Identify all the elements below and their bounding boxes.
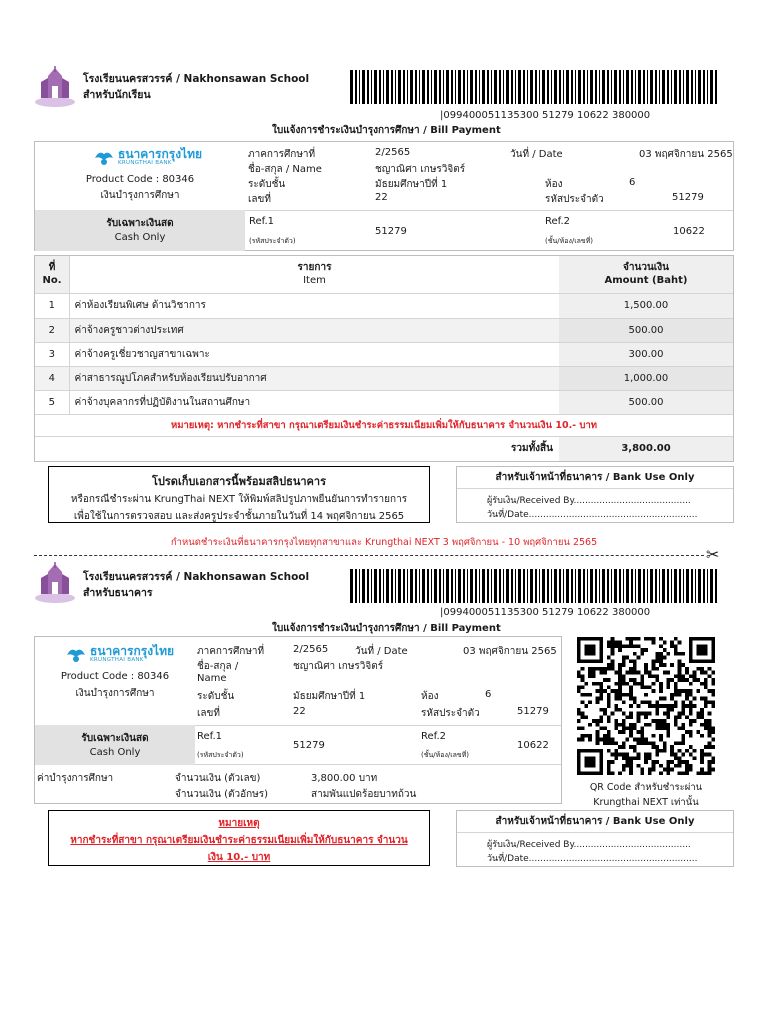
bank-use-box-2: [456, 810, 734, 867]
bill-header: [34, 141, 734, 251]
bank-use-title-2: สำหรับเจ้าหน้าที่ธนาคาร / Bank Use Only: [457, 811, 733, 833]
date-label: วันที่ / Date: [510, 149, 563, 160]
bank-panel-2: [35, 637, 195, 725]
col-amount-th: จำนวนเงิน: [623, 262, 669, 273]
product-code-2: Product Code : 80346: [60, 671, 170, 682]
col-no-th: ที่: [48, 262, 56, 273]
krungthai-bird-icon: [65, 645, 87, 663]
room-label: ห้อง: [545, 179, 563, 190]
cash-only-en: Cash Only: [114, 232, 166, 243]
sid-label: รหัสประจำตัว: [545, 194, 604, 205]
bank-panel: [35, 142, 245, 210]
bank-name-en-2: KRUNGTHAI BANK: [90, 657, 144, 663]
items-body: [35, 294, 733, 415]
ref2-value: 10622: [673, 226, 705, 237]
bank-use-title: สำหรับเจ้าหน้าที่ธนาคาร / Bank Use Only: [457, 467, 733, 489]
items-table: [34, 255, 734, 462]
bank-use-received-2: ผู้รับเงิน/Received By.........................................: [487, 840, 691, 850]
cut-line: [34, 555, 704, 556]
table-row: [35, 366, 733, 390]
deadline-text: กำหนดชำระเงินที่ธนาคารกรุงไทยทุกสาขาและ Krungthai NEXT 3 พฤศจิกายน - 10 พฤศจิกายน 2565: [170, 537, 598, 548]
ref2-label-2: Ref.2: [421, 731, 446, 742]
bank-use-box: [456, 466, 734, 523]
room-value-2: 6: [485, 689, 492, 700]
scissors-icon: ✂: [706, 545, 720, 564]
date-value: 03 พฤศจิกายน 2565: [639, 149, 733, 160]
cash-only-th-2: รับเฉพาะเงินสด: [81, 733, 149, 744]
no-value: 22: [375, 192, 388, 203]
cash-only-panel-2: [35, 725, 195, 765]
name-value-2: ชญาณิศา เกษรวิจิตร์: [293, 661, 384, 672]
note-title: หมายเหตุ: [218, 818, 260, 829]
ref2-value-2: 10622: [517, 740, 549, 751]
sid-label-2: รหัสประจำตัว: [421, 708, 480, 719]
bank-name-th-2: ธนาคารกรุงไทย: [90, 644, 175, 658]
refs-row: [245, 210, 733, 251]
amt-txt-label: จำนวนเงิน (ตัวอักษร): [175, 789, 269, 800]
term-value-2: 2/2565: [293, 644, 329, 655]
room-label-2: ห้อง: [421, 691, 439, 702]
sid-value: 51279: [672, 192, 704, 203]
name-value: ชญาณิศา เกษรวิจิตร์: [375, 164, 466, 175]
ref2-sub: (ชั้น/ห้อง/เลขที่): [545, 237, 594, 245]
school-name-bank: โรงเรียนนครสวรรค์ / Nakhonsawan School: [83, 571, 310, 583]
level-value: มัธยมศึกษาปีที่ 1: [375, 179, 448, 190]
doc-title-bank: ใบแจ้งการชำระเงินบำรุงการศึกษา / Bill Payment: [272, 623, 501, 634]
name-label: ชื่อ-สกุล / Name: [248, 164, 322, 175]
copy-label-bank: สำหรับธนาคาร: [83, 587, 153, 599]
bank-use-received: ผู้รับเงิน/Received By.........................................: [487, 496, 691, 506]
row-item: ค่าจ้างครูชาวต่างประเทศ: [69, 318, 559, 342]
keep-line2: เพื่อใช้ในการตรวจสอบ และส่งครูประจำชั้นภายในวันที่ 14 พฤศจิกายน 2565: [73, 511, 405, 522]
level-label-2: ระดับชั้น: [197, 691, 235, 702]
amt-txt-value: สามพันแปดร้อยบาทถ้วน: [311, 789, 417, 800]
ref2-label: Ref.2: [545, 216, 570, 227]
row-item: ค่าจ้างบุคลากรที่ปฏิบัติงานในสถานศึกษา: [69, 390, 559, 414]
qr-caption-2: Krungthai NEXT เท่านั้น: [593, 797, 699, 808]
row-amount: 500.00: [559, 318, 733, 342]
total-value: 3,800.00: [559, 437, 733, 461]
table-row: [35, 318, 733, 342]
total-label: รวมทั้งสิ้น: [511, 442, 553, 454]
ref1-sub-2: (รหัสประจำตัว): [197, 751, 244, 759]
bank-name-en: KRUNGTHAI BANK: [118, 160, 172, 166]
note-line1: หากชำระที่สาขา กรุณาเตรียมเงินชำระค่าธรรมเนียมเพิ่มให้กับธนาคาร จำนวน: [70, 835, 408, 846]
keep-line1: หรือกรณีชำระผ่าน KrungThai NEXT ให้พิมพ์สลิปรูปภาพยืนยันการทำรายการ: [70, 494, 408, 505]
table-row: [35, 390, 733, 414]
qr-caption-1: QR Code สำหรับชำระผ่าน: [589, 782, 703, 793]
table-row: [35, 342, 733, 366]
copy-label: สำหรับนักเรียน: [83, 89, 151, 101]
row-item: ค่าจ้างครูเชี่ยวชาญสาขาเฉพาะ: [69, 342, 559, 366]
no-value-2: 22: [293, 706, 306, 717]
col-no: [35, 256, 69, 293]
row-item: ค่าสาธารณูปโภคสำหรับห้องเรียนปรับอากาศ: [69, 366, 559, 390]
row-no: 2: [35, 318, 69, 342]
term-label: ภาคการศึกษาที่: [248, 149, 316, 160]
barcode-text-bank: |099400051135300 51279 10622 380000: [440, 607, 651, 618]
no-label: เลขที่: [248, 194, 271, 205]
ref1-value: 51279: [375, 226, 407, 237]
name-label-2b: Name: [197, 673, 227, 684]
keep-notice: [48, 466, 430, 523]
barcode: [350, 70, 720, 107]
sid-value-2: 51279: [517, 706, 549, 717]
total-row: [35, 437, 733, 461]
fee-label: ค่าบำรุงการศึกษา: [37, 773, 114, 784]
row-no: 3: [35, 342, 69, 366]
term-value: 2/2565: [375, 147, 411, 158]
ref1-label: Ref.1: [249, 216, 274, 227]
no-label-2: เลขที่: [197, 708, 220, 719]
row-amount: 1,000.00: [559, 366, 733, 390]
school-logo: [32, 64, 78, 113]
qr-code: [572, 637, 720, 778]
cash-only-panel: [35, 210, 245, 251]
school-logo-bank: [32, 560, 78, 609]
school-name: โรงเรียนนครสวรรค์ / Nakhonsawan School: [83, 73, 310, 85]
ref2-sub-2: (ชั้น/ห้อง/เลขที่): [421, 751, 470, 759]
note-line2: เงิน 10.- บาท: [207, 852, 271, 863]
term-label-2: ภาคการศึกษาที่: [197, 646, 265, 657]
ref1-value-2: 51279: [293, 740, 325, 751]
krungthai-bird-icon: [93, 148, 115, 166]
row-amount: 500.00: [559, 390, 733, 414]
date-label-2: วันที่ / Date: [355, 646, 408, 657]
product-name: เงินบำรุงการศึกษา: [100, 190, 180, 201]
krungthai-logo-2: [65, 645, 174, 663]
product-code: Product Code : 80346: [85, 174, 195, 185]
refs-row-2: [195, 725, 561, 765]
barcode-bank: [350, 569, 720, 606]
doc-title: ใบแจ้งการชำระเงินบำรุงการศึกษา / Bill Payment: [272, 125, 501, 136]
product-name-2: เงินบำรุงการศึกษา: [75, 688, 155, 699]
row-no: 4: [35, 366, 69, 390]
ref1-sub: (รหัสประจำตัว): [249, 237, 296, 245]
bank-name-th: ธนาคารกรุงไทย: [118, 147, 203, 161]
table-note: หมายเหตุ: หากชำระที่สาขา กรุณาเตรียมเงินชำระค่าธรรมเนียมเพิ่มให้กับธนาคาร จำนวนเงิน 10.- บาท: [35, 415, 733, 437]
row-no: 5: [35, 390, 69, 414]
bank-use-date: วันที่/Date...........................................................: [487, 510, 698, 520]
krungthai-logo: [93, 148, 202, 166]
cash-only-th: รับเฉพาะเงินสด: [106, 218, 174, 229]
col-item-th: รายการ: [297, 262, 332, 273]
col-item: [69, 256, 559, 293]
ref1-label-2: Ref.1: [197, 731, 222, 742]
col-no-en: No.: [42, 275, 62, 286]
bank-note-box: [48, 810, 430, 866]
cash-only-en-2: Cash Only: [89, 747, 141, 758]
level-value-2: มัธยมศึกษาปีที่ 1: [293, 691, 366, 702]
keep-title: โปรดเก็บเอกสารนี้พร้อมสลิปธนาคาร: [152, 475, 326, 488]
date-value-2: 03 พฤศจิกายน 2565: [463, 646, 557, 657]
table-header: [35, 256, 733, 294]
level-label: ระดับชั้น: [248, 179, 286, 190]
table-row: [35, 294, 733, 318]
row-no: 1: [35, 294, 69, 318]
col-item-en: Item: [303, 275, 326, 286]
row-amount: 300.00: [559, 342, 733, 366]
amt-num-value: 3,800.00 บาท: [311, 773, 378, 784]
row-item: ค่าห้องเรียนพิเศษ ด้านวิชาการ: [69, 294, 559, 318]
bank-use-date-2: วันที่/Date...........................................................: [487, 854, 698, 864]
name-label-2a: ชื่อ-สกุล /: [197, 661, 239, 672]
room-value: 6: [629, 177, 636, 188]
row-amount: 1,500.00: [559, 294, 733, 318]
bank-bill-header: [34, 636, 562, 804]
col-amount: [559, 256, 733, 293]
barcode-text: |099400051135300 51279 10622 380000: [440, 110, 651, 121]
col-amount-en: Amount (Baht): [604, 275, 688, 286]
amt-num-label: จำนวนเงิน (ตัวเลข): [175, 773, 261, 784]
